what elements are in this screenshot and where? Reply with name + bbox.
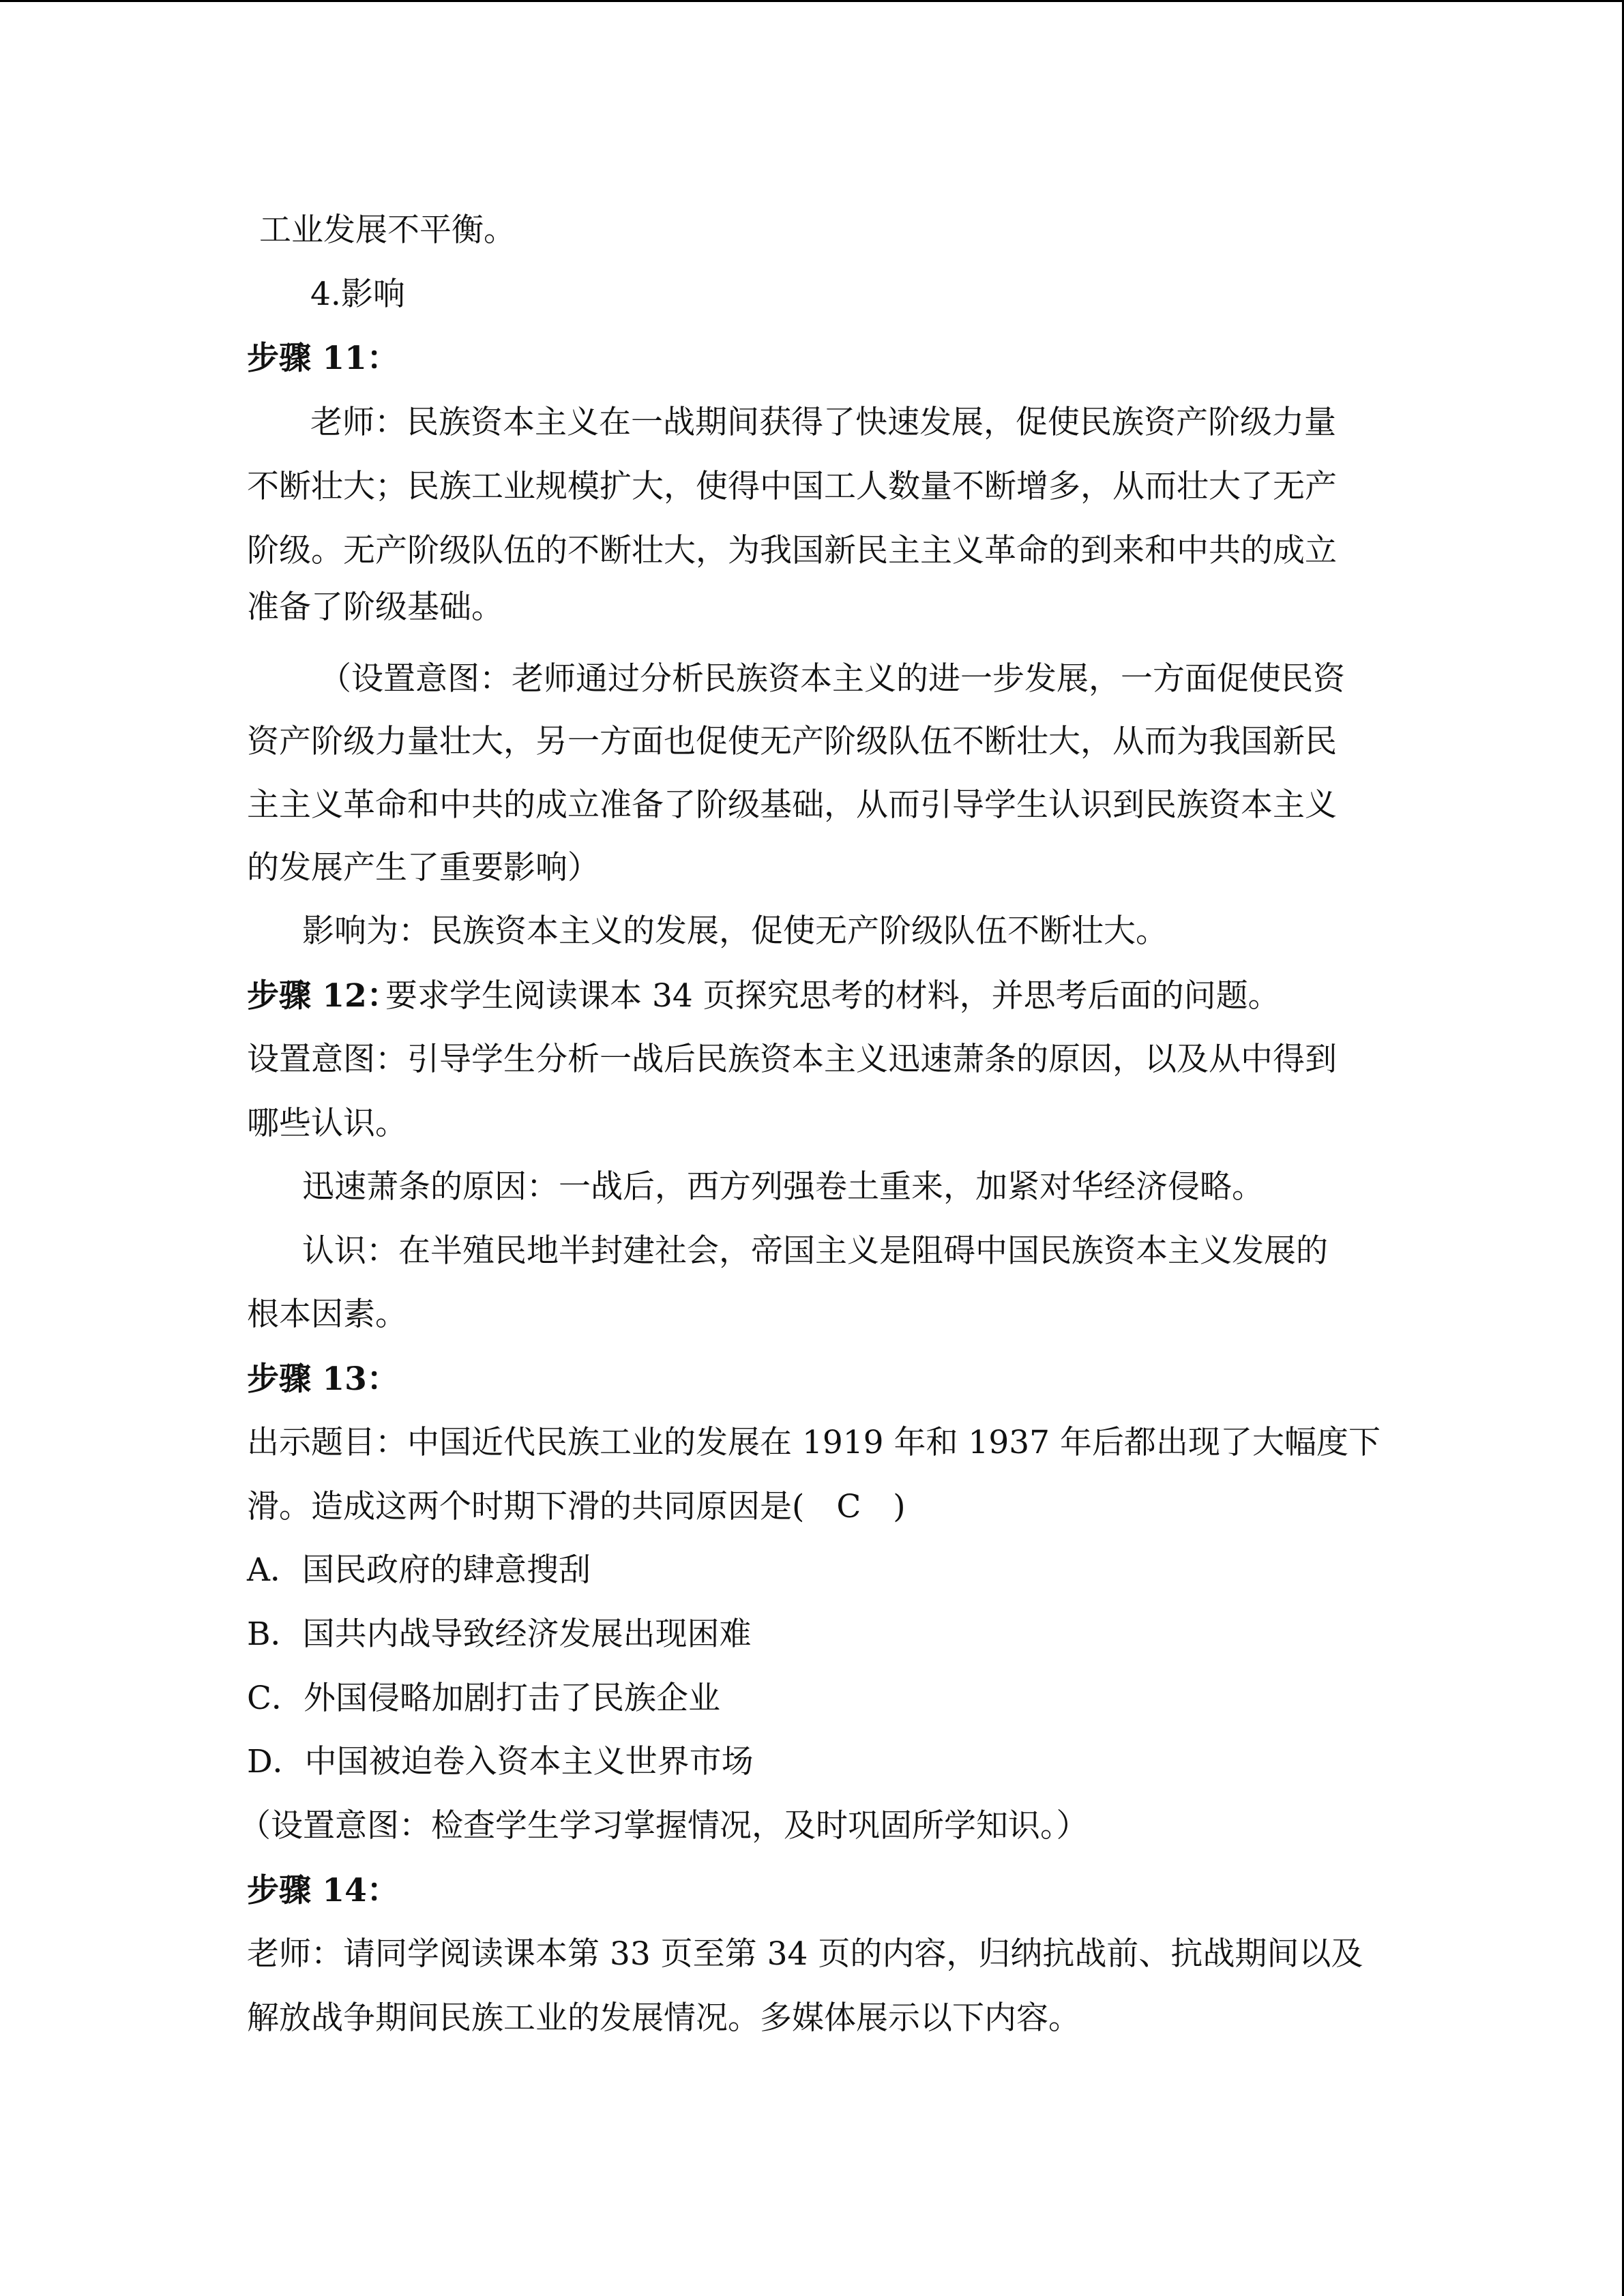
step-heading: 步骤 13： [247, 1360, 399, 1398]
step-heading: 步骤 14： [247, 1872, 399, 1909]
paragraph-line: （设置意图：检查学生学习掌握情况，及时巩固所学知识。） [239, 1807, 1089, 1845]
option-d: D．中国被迫卷入资本主义世界市场 [247, 1743, 754, 1780]
question-line: 滑。造成这两个时期下滑的共同原因是( C ) [247, 1488, 906, 1525]
paragraph-line: 资产阶级力量壮大，另一方面也促使无产阶级队伍不断壮大，从而为我国新民 [247, 723, 1337, 760]
paragraph-line: 准备了阶级基础。 [247, 588, 503, 626]
paragraph-line: 不断壮大；民族工业规模扩大，使得中国工人数量不断增多，从而壮大了无产 [247, 468, 1337, 505]
paragraph-line: 根本因素。 [247, 1296, 407, 1333]
option-a: A．国民政府的肆意搜刮 [247, 1551, 591, 1589]
paragraph-line: （设置意图：老师通过分析民族资本主义的进一步发展，一方面促使民资 [319, 660, 1345, 698]
paragraph-line: 迅速萧条的原因：一战后，西方列强卷土重来，加紧对华经济侵略。 [302, 1168, 1264, 1206]
paragraph-line: 的发展产生了重要影响） [247, 849, 600, 886]
option-c: C．外国侵略加剧打击了民族企业 [247, 1680, 720, 1717]
paragraph-line: 解放战争期间民族工业的发展情况。多媒体展示以下内容。 [247, 1999, 1080, 2037]
paragraph-line: 要求学生阅读课本 34 页探究思考的材料，并思考后面的问题。 [385, 977, 1280, 1015]
question-line: 出示题目：中国近代民族工业的发展在 1919 年和 1937 年后都出现了大幅度下 [247, 1424, 1381, 1461]
paragraph-line: 老师：请同学阅读课本第 33 页至第 34 页的内容，归纳抗战前、抗战期间以及 [247, 1935, 1363, 1973]
paragraph-line: 影响为：民族资本主义的发展，促使无产阶级队伍不断壮大。 [302, 912, 1168, 950]
step-heading: 步骤 11： [247, 340, 399, 377]
paragraph-line: 阶级。无产阶级队伍的不断壮大，为我国新民主主义革命的到来和中共的成立 [247, 532, 1337, 569]
section-heading: 4.影响 [310, 275, 405, 313]
paragraph-line: 工业发展不平衡。 [259, 211, 516, 249]
paragraph-line: 老师：民族资本主义在一战期间获得了快速发展，促使民族资产阶级力量 [310, 404, 1336, 441]
paragraph-line: 哪些认识。 [247, 1105, 407, 1142]
paragraph-line: 主主义革命和中共的成立准备了阶级基础，从而引导学生认识到民族资本主义 [247, 786, 1337, 824]
paragraph-line: 认识：在半殖民地半封建社会，帝国主义是阻碍中国民族资本主义发展的 [302, 1232, 1328, 1270]
step-heading: 步骤 12： [247, 977, 399, 1015]
paragraph-line: 设置意图：引导学生分析一战后民族资本主义迅速萧条的原因，以及从中得到 [247, 1041, 1337, 1078]
option-b: B．国共内战导致经济发展出现困难 [247, 1615, 752, 1653]
